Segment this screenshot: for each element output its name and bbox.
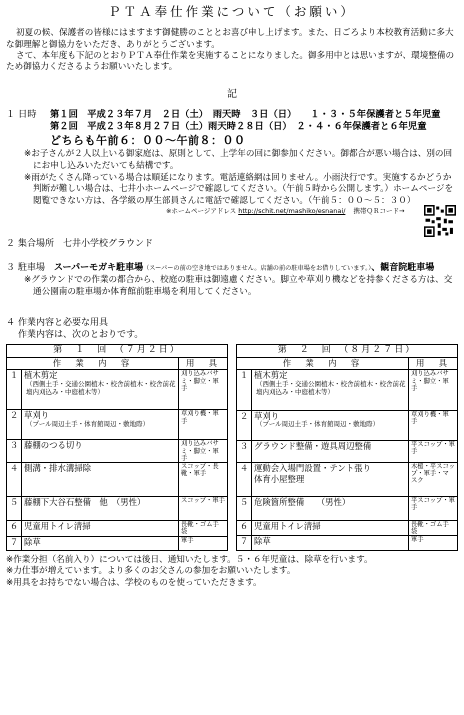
round1-date: 第１回 平成２３年７月 ２日（土） 雨天時 ３日（日） １・３・５年保護者と５年児童	[50, 108, 441, 120]
table-row: ２ 草刈り （プール周辺土手・体育館周辺・敷地際） 草刈り機・軍手	[237, 410, 458, 440]
parking-main: スーパーモガキ駐車場	[54, 262, 144, 273]
time-range: どちらも午前６：００～午前８：００	[50, 133, 246, 147]
table-row: ７ 除草 軍手	[7, 536, 228, 550]
section-datetime	[6, 109, 458, 134]
section-number: ４	[6, 317, 16, 328]
parking-paren: （スーパーの前の空き地ではありません。店舗の前の駐車場をお借りしています。）	[143, 264, 372, 272]
meeting-place-text: 集合場所 七井小学校グラウンド	[18, 238, 154, 249]
table-row: ５ 危険箇所整備 （男性） 平スコップ・軍手	[237, 496, 458, 520]
table-row: ５ 藤棚下大谷石整備 他 （男性） スコップ・軍手	[7, 497, 228, 521]
section-label: 日時	[18, 108, 37, 120]
table-row: ３ グラウンド整備・遊具周辺整備 平スコップ・軍手	[237, 440, 458, 462]
footer-note-2: ※力仕事が増えています。より多くのお父さんの参加をお願いいたします。	[6, 566, 296, 577]
parking-alt: 、観音院駐車場	[371, 262, 435, 273]
parking-label: 駐車場	[18, 262, 46, 273]
round2-date: 第２回 平成２３年８月２７日（土）雨天時２８日（日） ２・４・６年保護者と６年児童	[50, 121, 427, 133]
homepage-link[interactable]: http://schit.net/mashiko/esnanai/	[238, 206, 346, 215]
round2-caption: 第 ２ 回 （８月２７日）	[237, 345, 458, 358]
table-row: １ 植木剪定 （西側土手・交通公園植木・校舎前植木・校舎前花壇内刈込み・中庭植木等） 刈り込みバサミ・脚立・軍手	[237, 370, 458, 410]
section-number: ２	[6, 238, 16, 249]
footer-notes	[6, 555, 458, 590]
work-label: 作業内容と必要な用具	[18, 317, 109, 328]
note-rain: ※雨がたくさん降っている場合は順延になります。電話連絡網は回りません。小雨決行です。実施するかどうか判断が難しい場合は、七井小ホームページで確認してください。（午前５時から公開します。）ホームページを閲覧できない方は、各学級の厚生部員さんに電話で確認してください。（午前５：００～５：３０）	[24, 172, 454, 206]
header-tool: 用 具	[409, 358, 458, 370]
work-tables	[6, 344, 458, 550]
section-number: １	[6, 109, 16, 120]
section-parking	[6, 263, 458, 275]
table-row: ４ 運動会入場門設置・テント張り 体育小屋整理 木槌・平スコップ・軍手・マスク	[237, 462, 458, 496]
note-siblings: ※お子さんが２人以上いる御家庭は、原則として、上学年の回に御参加ください。御都合が悪い場合は、別の回にお申し込みいただいても結構です。	[24, 149, 453, 171]
table-row: ３ 藤棚のつる切り 刈り込みバサミ・脚立・軍手	[7, 440, 228, 463]
table-row: ２ 草刈り （プール周辺土手・体育館周辺・敷地際） 草刈り機・軍手	[7, 410, 228, 440]
qr-label: 携帯ＱＲコード→	[353, 206, 405, 215]
note-parking: ※グラウンドでの作業の都合から、校庭の駐車は御遠慮ください。脚立や草刈り機などを持参くださる方は、交通公園南の駐車場か体育館前駐車場を利用してください。	[24, 275, 453, 297]
round1-table	[6, 344, 228, 550]
notice-page	[6, 4, 458, 707]
homepage-line	[6, 207, 458, 233]
table-row: １ 植木剪定 （西側土手・交通公園植木・校舎前植木・校舎前花壇内刈込み・中庭植木等） 刈り込みバサミ・脚立・軍手	[7, 370, 228, 410]
intro-paragraph-1: 初夏の候、保護者の皆様にはますます御健勝のこととお喜び申し上げます。また、日ごろより本校教育活動に多大な御理解と御協力をいただき、ありがとうございます。	[6, 28, 454, 50]
ki-heading: 記	[227, 88, 237, 100]
header-work: 作 業 内 容	[7, 358, 179, 370]
round1-caption: 第 １ 回 （７月２日）	[7, 345, 228, 358]
section-work	[6, 318, 458, 330]
header-work: 作 業 内 容	[237, 358, 409, 370]
intro-paragraph-2: さて、本年度も下記のとおりＰＴＡ奉仕作業を実施することになりました。御多用中とは思いますが、環境整備のため御協力くださるようお願いいたします。	[6, 50, 455, 73]
page-title: ＰＴＡ奉仕作業について（お願い）	[108, 4, 356, 19]
footer-note-3: ※用具をお持ちでない場合は、学校のものを使っていただきます。	[6, 577, 262, 588]
work-sub: 作業内容は、次のとおりです。	[18, 329, 144, 340]
qr-code-icon	[424, 205, 456, 237]
header-tool: 用 具	[179, 358, 228, 370]
section-meeting-place	[6, 239, 458, 251]
footer-note-1: ※作業分担（名前入り）については後日、通知いたします。５・６年児童は、除草を行います。	[6, 554, 373, 565]
table-row: ４ 側溝・排水溝掃除 スコップ・長靴・軍手	[7, 463, 228, 497]
table-row: ６ 児童用トイレ清掃 長靴・ゴム手袋	[237, 520, 458, 536]
table-row: ７ 除草 軍手	[237, 536, 458, 550]
round2-table	[236, 344, 458, 550]
table-row: ６ 児童用トイレ清掃 長靴・ゴム手袋	[7, 521, 228, 536]
hp-label: ※ホームページアドレス	[166, 206, 237, 215]
section-number: ３	[6, 262, 16, 273]
